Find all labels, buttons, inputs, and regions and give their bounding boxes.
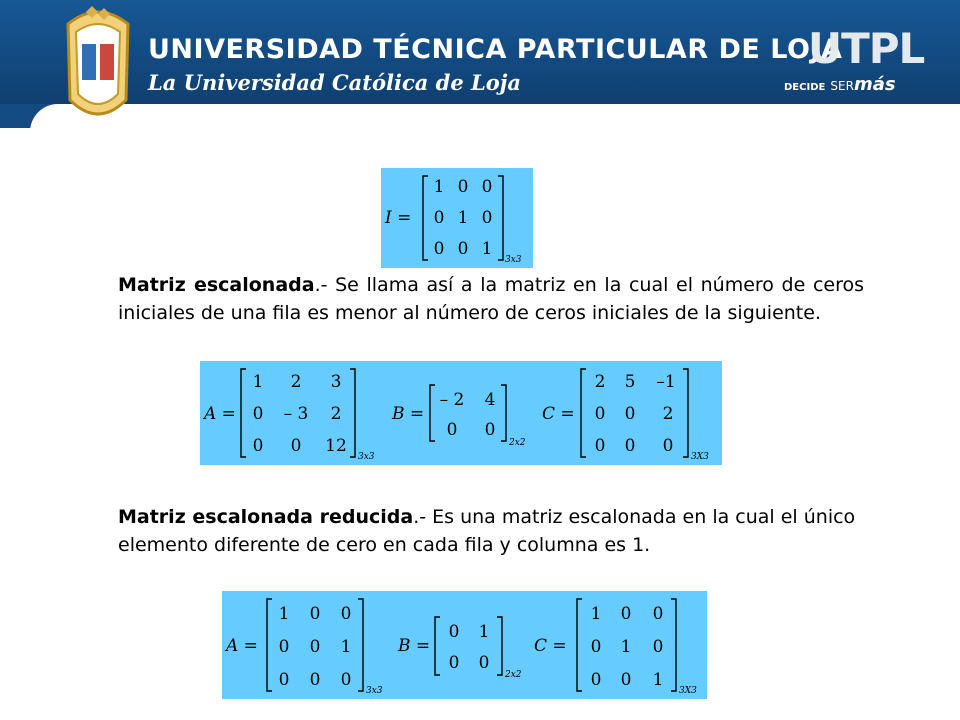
definition-escalonada: [118, 271, 864, 327]
slogan-mas: más: [853, 74, 896, 95]
university-subtitle: La Universidad Católica de Loja: [148, 70, 521, 95]
right-bracket: [497, 617, 502, 675]
matrix-size-subscript: 3X3: [679, 686, 697, 696]
left-bracket: [435, 617, 440, 675]
matrix-cell: 0: [433, 239, 445, 259]
right-bracket: [501, 385, 506, 441]
matrix-cell: 1: [252, 372, 264, 392]
matrix-cell: 0: [457, 177, 469, 197]
identity-matrix-label: I =: [385, 208, 412, 228]
matrix-cell: 0: [433, 208, 445, 228]
matrix-cell: 0: [340, 604, 352, 624]
matrix-cell: 0: [478, 653, 490, 673]
matrix-size-subscript: 3x3: [505, 255, 522, 265]
right-bracket: [358, 599, 363, 691]
reducida-matrices-box: [222, 591, 707, 699]
matrix-cell: 0: [340, 670, 352, 690]
matrix-cell: 0: [252, 404, 264, 424]
left-bracket: [267, 599, 272, 691]
right-bracket: [498, 176, 503, 260]
matrix-cell: 0: [652, 604, 664, 624]
slogan-decide: DECIDE: [784, 82, 826, 93]
matrix-cell: – 2: [439, 390, 465, 410]
matrix-cell: 0: [481, 177, 493, 197]
matrix-cell: 0: [652, 637, 664, 657]
right-bracket: [671, 599, 676, 691]
left-bracket: [423, 176, 428, 260]
matrix-a-label: A =: [204, 404, 236, 424]
definition-reducida: [118, 503, 858, 559]
matrix-cell: 3: [330, 372, 342, 392]
matrix-cell: 2: [594, 372, 606, 392]
term-escalonada: Matriz escalonada: [118, 274, 315, 296]
matrix-b-label: B =: [392, 404, 425, 424]
matrix-cell: 2: [662, 404, 674, 424]
matrix-size-subscript: 3x3: [366, 686, 383, 696]
matrix-cell: 0: [662, 436, 674, 456]
header-banner: [0, 0, 960, 128]
matrix-cell: –1: [656, 372, 676, 392]
matrix-cell: 0: [448, 653, 460, 673]
matrix-cell: 0: [590, 637, 602, 657]
matrix-c-label: C =: [534, 636, 567, 656]
matrix-cell: 1: [278, 604, 290, 624]
matrix-cell: 0: [309, 637, 321, 657]
matrix-cell: 4: [484, 390, 496, 410]
matrix-cell: 0: [624, 436, 636, 456]
left-bracket: [241, 369, 246, 457]
identity-matrix-box: [381, 168, 533, 268]
matrix-size-subscript: 3X3: [691, 452, 709, 462]
matrix-cell: 0: [484, 420, 496, 440]
utpl-logo: UTPL: [808, 24, 925, 73]
matrix-b-label: B =: [398, 636, 431, 656]
university-name: UNIVERSIDAD TÉCNICA PARTICULAR DE LOJA: [148, 34, 843, 65]
left-bracket: [577, 599, 582, 691]
matrix-size-subscript: 2x2: [505, 670, 522, 680]
left-bracket: [581, 369, 586, 457]
university-crest-icon: [60, 4, 136, 128]
matrix-cell: 0: [448, 622, 460, 642]
matrix-cell: 0: [309, 670, 321, 690]
definition-escalonada-text: .- Se llama así a la matriz en la cual el número de ceros iniciales de una fila es menor al número de ceros iniciales de la siguiente.: [118, 274, 864, 324]
matrix-cell: 1: [340, 637, 352, 657]
matrix-cell: 0: [278, 670, 290, 690]
matrix-cell: 0: [620, 670, 632, 690]
matrix-cell: 12: [325, 436, 347, 456]
matrix-size-subscript: 3x3: [358, 452, 375, 462]
matrix-cell: 1: [652, 670, 664, 690]
escalonada-matrices-box: [200, 361, 722, 465]
matrix-cell: 0: [290, 436, 302, 456]
term-reducida: Matriz escalonada reducida: [118, 506, 414, 528]
matrix-cell: 0: [624, 404, 636, 424]
matrix-cell: 0: [481, 208, 493, 228]
definition-reducida-text: .- Es una matriz escalonada en la cual el único elemento diferente de cero en cada fila y columna es 1.: [118, 506, 856, 556]
matrix-cell: 1: [481, 239, 493, 259]
right-bracket: [350, 369, 355, 457]
matrix-cell: 0: [446, 420, 458, 440]
left-bracket: [430, 385, 435, 441]
matrix-cell: 0: [278, 637, 290, 657]
matrix-cell: 0: [594, 436, 606, 456]
utpl-slogan: [784, 74, 896, 95]
matrix-cell: 0: [594, 404, 606, 424]
matrix-cell: 1: [590, 604, 602, 624]
matrix-c-label: C =: [542, 404, 575, 424]
matrix-cell: 0: [457, 239, 469, 259]
matrix-cell: 5: [624, 372, 636, 392]
matrix-cell: 1: [478, 622, 490, 642]
matrix-cell: 2: [290, 372, 302, 392]
banner-wave: [30, 104, 960, 128]
matrix-cell: 1: [620, 637, 632, 657]
right-bracket: [683, 369, 688, 457]
matrix-cell: 0: [590, 670, 602, 690]
matrix-cell: 0: [252, 436, 264, 456]
matrix-cell: 1: [457, 208, 469, 228]
matrix-cell: 0: [620, 604, 632, 624]
matrix-cell: 2: [330, 404, 342, 424]
slogan-ser: SER: [830, 79, 854, 93]
matrix-a-label: A =: [226, 636, 258, 656]
matrix-cell: 1: [433, 177, 445, 197]
matrix-size-subscript: 2x2: [509, 438, 526, 448]
matrix-cell: – 3: [283, 404, 309, 424]
matrix-cell: 0: [309, 604, 321, 624]
